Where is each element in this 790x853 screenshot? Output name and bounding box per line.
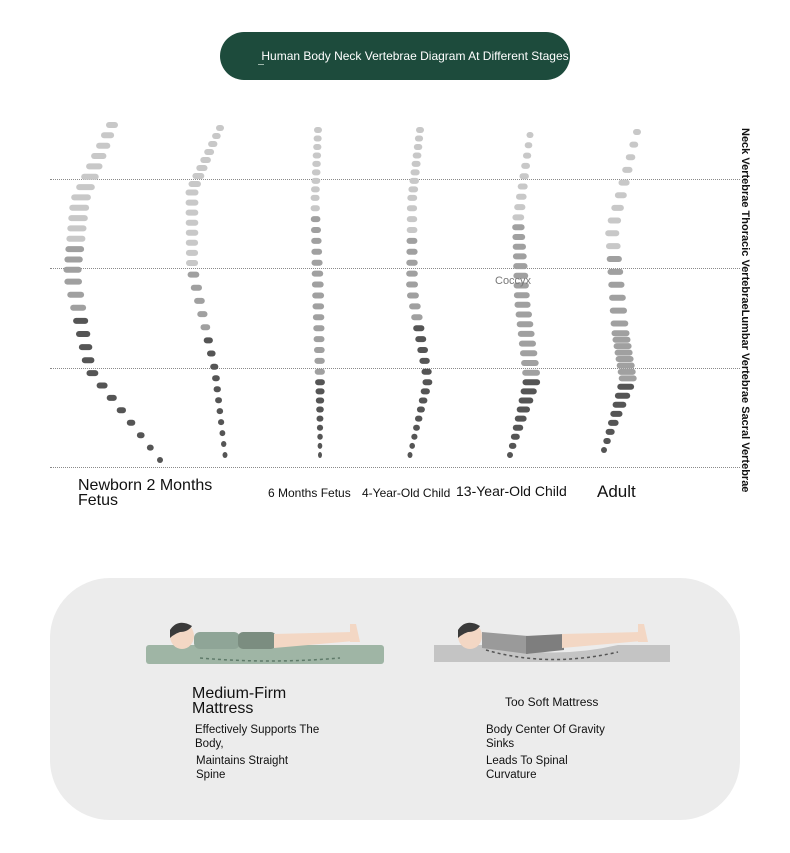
vertebra	[601, 447, 607, 453]
vertebra	[613, 402, 627, 408]
shorts-icon	[238, 632, 276, 649]
vertebra	[511, 434, 520, 440]
vertebra	[629, 142, 638, 148]
vertebra	[69, 205, 89, 211]
vertebra	[408, 452, 413, 458]
vertebra	[186, 220, 199, 226]
vertebra	[608, 282, 624, 288]
vertebra	[64, 267, 82, 273]
vertebra	[605, 230, 619, 236]
vertebra	[91, 153, 106, 159]
vertebra	[97, 383, 108, 389]
vertebra	[315, 379, 325, 385]
stage-label-six-months: 6 Months Fetus	[268, 486, 351, 500]
vertebra	[517, 321, 534, 327]
vertebra	[410, 178, 420, 184]
vertebra	[611, 321, 629, 327]
vertebra	[312, 260, 323, 266]
vertebra	[207, 351, 216, 357]
soft-mattress-problem-2: Leads To Spinal Curvature	[486, 755, 568, 781]
firm-mattress-benefit-2: Maintains Straight Spine	[196, 755, 289, 781]
vertebra	[512, 224, 524, 230]
vertebra	[311, 249, 322, 255]
vertebra	[407, 293, 419, 299]
vertebra	[615, 350, 633, 356]
vertebra	[216, 125, 224, 131]
vertebra	[523, 379, 541, 385]
page-title: Human Body Neck Vertebrae Diagram At Different Stages	[261, 49, 569, 63]
vertebra	[314, 336, 325, 342]
vertebra	[527, 132, 534, 138]
vertebra	[117, 407, 126, 413]
vertebra	[218, 419, 224, 425]
vertebra	[525, 142, 533, 148]
vertebra	[314, 136, 322, 142]
vertebra	[201, 324, 211, 330]
vertebra	[421, 388, 430, 394]
shirt-icon	[194, 632, 240, 649]
vertebra	[608, 420, 619, 426]
vertebra	[189, 181, 202, 187]
vertebra	[313, 325, 324, 331]
vertebra	[315, 369, 325, 375]
vertebra	[609, 295, 626, 301]
vertebra	[407, 227, 418, 233]
vertebra	[515, 416, 527, 422]
vertebra	[212, 375, 220, 381]
vertebra	[196, 165, 207, 171]
vertebra	[313, 153, 321, 159]
spine-six-months	[186, 125, 228, 458]
vertebra	[517, 407, 530, 413]
spine-four-year	[311, 127, 325, 458]
vertebra	[317, 425, 323, 431]
vertebra	[192, 173, 204, 179]
vertebra	[318, 452, 322, 458]
vertebra	[65, 246, 84, 252]
vertebra	[522, 370, 540, 376]
vertebra	[411, 314, 422, 320]
vertebra	[316, 407, 324, 413]
vertebra	[607, 256, 622, 262]
vertebra	[603, 438, 611, 444]
vertebra	[127, 420, 136, 426]
vertebra	[521, 388, 537, 394]
vertebra	[633, 129, 641, 135]
vertebra	[67, 292, 84, 298]
vertebra	[215, 397, 222, 403]
stage-label-newborn: Newborn 2 Months Fetus	[78, 477, 213, 509]
stage-label-adult: Adult	[597, 482, 636, 501]
vertebra	[66, 236, 85, 242]
vertebra	[312, 178, 321, 184]
vertebra	[407, 216, 417, 222]
vertebra	[415, 136, 423, 142]
vertebra	[316, 388, 325, 394]
vertebra	[188, 272, 200, 278]
vertebra	[521, 163, 530, 169]
vertebra	[523, 153, 531, 159]
vertebra	[415, 416, 422, 422]
vertebra-region-labels: Neck Vertebrae Thoracic VertebraeLumbar Vertebrae Sacral Vertebrae	[739, 128, 751, 493]
vertebra	[409, 303, 421, 309]
vertebra	[64, 279, 82, 285]
vertebra	[316, 398, 324, 404]
vertebra	[419, 398, 428, 404]
coccyx-label: Coccyx	[495, 275, 532, 287]
vertebra	[223, 452, 228, 458]
vertebra	[73, 318, 88, 324]
shorts-icon	[526, 634, 564, 654]
vertebra	[617, 384, 634, 390]
vertebra	[514, 204, 525, 210]
vertebra	[312, 161, 321, 167]
vertebra	[186, 260, 198, 266]
vertebra	[76, 331, 90, 337]
vertebra	[606, 429, 615, 435]
vertebra	[194, 298, 205, 304]
vertebra	[423, 379, 433, 385]
soft-mattress-problem-1: Body Center Of Gravity Sinks	[486, 724, 605, 750]
vertebra	[312, 271, 324, 277]
vertebra	[317, 434, 323, 440]
vertebra	[204, 149, 214, 155]
vertebra	[419, 358, 429, 364]
vertebra	[413, 425, 420, 431]
vertebra	[311, 205, 320, 211]
vertebra	[214, 386, 221, 392]
vertebra	[313, 144, 321, 150]
feet-icon	[638, 624, 648, 642]
vertebra	[613, 337, 631, 343]
vertebra	[311, 186, 320, 192]
vertebra	[157, 457, 163, 463]
vertebra	[87, 370, 99, 376]
vertebra	[314, 347, 325, 353]
vertebra	[106, 122, 118, 128]
vertebra	[318, 443, 323, 449]
vertebra	[610, 308, 627, 314]
vertebra	[413, 325, 424, 331]
vertebra	[616, 356, 634, 362]
vertebra	[200, 157, 211, 163]
vertebra	[416, 127, 424, 133]
vertebra	[406, 260, 417, 266]
vertebra	[619, 375, 637, 381]
vertebra	[186, 250, 198, 256]
vertebra	[513, 263, 527, 269]
vertebra	[212, 133, 221, 139]
firm-mattress-benefit-1: Effectively Supports The Body,	[195, 724, 320, 750]
vertebra	[515, 302, 531, 308]
vertebra	[210, 364, 218, 370]
spine-adult	[601, 129, 641, 453]
vertebra	[76, 184, 95, 190]
vertebra	[191, 285, 202, 291]
vertebra	[312, 282, 324, 288]
vertebra	[516, 312, 532, 318]
vertebra	[519, 341, 536, 347]
vertebra	[513, 244, 526, 250]
vertebra	[317, 416, 324, 422]
vertebra	[412, 161, 421, 167]
vertebra	[147, 445, 154, 451]
vertebra	[417, 407, 425, 413]
vertebra	[311, 238, 321, 244]
vertebra	[611, 205, 624, 211]
spine-newborn	[64, 122, 164, 463]
vertebra	[312, 293, 324, 299]
vertebra	[518, 184, 528, 190]
vertebra	[313, 314, 324, 320]
vertebra	[208, 141, 217, 147]
vertebra	[520, 173, 529, 179]
vertebra	[186, 190, 199, 196]
vertebra	[186, 240, 198, 246]
vertebra	[518, 331, 535, 337]
vertebra	[519, 398, 534, 404]
vertebra	[608, 269, 624, 275]
vertebra	[197, 311, 207, 317]
vertebra	[82, 357, 95, 363]
vertebra	[107, 395, 117, 401]
stage-label-four-year: 4-Year-Old Child	[362, 486, 451, 500]
soft-mattress-illustration	[428, 610, 678, 670]
vertebra	[311, 216, 321, 222]
vertebra	[86, 163, 102, 169]
vertebra	[186, 210, 199, 216]
vertebra	[101, 132, 114, 138]
vertebra	[204, 337, 213, 343]
feet-icon	[350, 624, 360, 642]
vertebra	[521, 360, 539, 366]
vertebra	[417, 347, 428, 353]
vertebra	[509, 443, 517, 449]
vertebra	[520, 350, 537, 356]
vertebra	[312, 169, 321, 175]
vertebra	[137, 432, 145, 438]
vertebra	[67, 225, 86, 231]
stage-label-thirteen-year: 13-Year-Old Child	[456, 483, 567, 499]
vertebra	[411, 434, 417, 440]
vertebra	[81, 174, 99, 180]
vertebra	[407, 238, 418, 244]
vertebra	[406, 271, 418, 277]
vertebra	[608, 218, 621, 224]
spine-thirteen-year	[507, 132, 540, 458]
vertebra	[411, 169, 420, 175]
vertebra	[408, 186, 418, 192]
vertebra	[70, 305, 86, 311]
soft-mattress-title: Too Soft Mattress	[505, 695, 599, 709]
vertebra	[615, 393, 630, 399]
firm-mattress-illustration	[140, 610, 390, 670]
vertebra	[626, 154, 636, 160]
vertebra	[512, 214, 524, 220]
vertebra	[619, 180, 630, 186]
vertebra	[409, 443, 415, 449]
vertebra	[96, 143, 110, 149]
firm-mattress-title: Medium-Firm Mattress	[192, 685, 287, 717]
vertebra	[617, 363, 635, 369]
vertebra	[220, 430, 226, 436]
vertebra	[217, 408, 224, 414]
vertebra	[311, 227, 321, 233]
vertebra	[513, 253, 527, 259]
vertebra	[406, 249, 417, 255]
vertebra	[612, 330, 630, 336]
vertebra	[313, 303, 325, 309]
vertebra	[618, 369, 636, 375]
vertebra	[622, 167, 632, 173]
vertebra	[516, 194, 527, 200]
vertebra	[314, 358, 324, 364]
vertebra	[71, 194, 91, 200]
vertebra	[614, 343, 632, 349]
vertebra	[615, 192, 627, 198]
vertebra	[507, 452, 513, 458]
vertebra	[221, 441, 226, 447]
vertebra	[79, 344, 92, 350]
vertebra	[413, 153, 422, 159]
vertebra	[422, 369, 432, 375]
vertebra-region-label-box	[738, 128, 760, 510]
vertebra	[406, 282, 418, 288]
vertebra	[414, 144, 423, 150]
spine-child-4	[406, 127, 432, 458]
vertebra	[314, 127, 322, 133]
vertebra	[415, 336, 426, 342]
vertebra	[610, 411, 622, 417]
vertebra	[68, 215, 88, 221]
vertebra	[311, 195, 320, 201]
vertebra	[64, 257, 82, 263]
vertebra	[512, 234, 525, 240]
vertebra	[606, 243, 621, 249]
vertebra	[513, 425, 523, 431]
vertebra	[186, 200, 199, 206]
vertebra	[407, 205, 417, 211]
vertebra	[407, 195, 417, 201]
vertebra	[514, 292, 530, 298]
vertebra	[186, 230, 199, 236]
